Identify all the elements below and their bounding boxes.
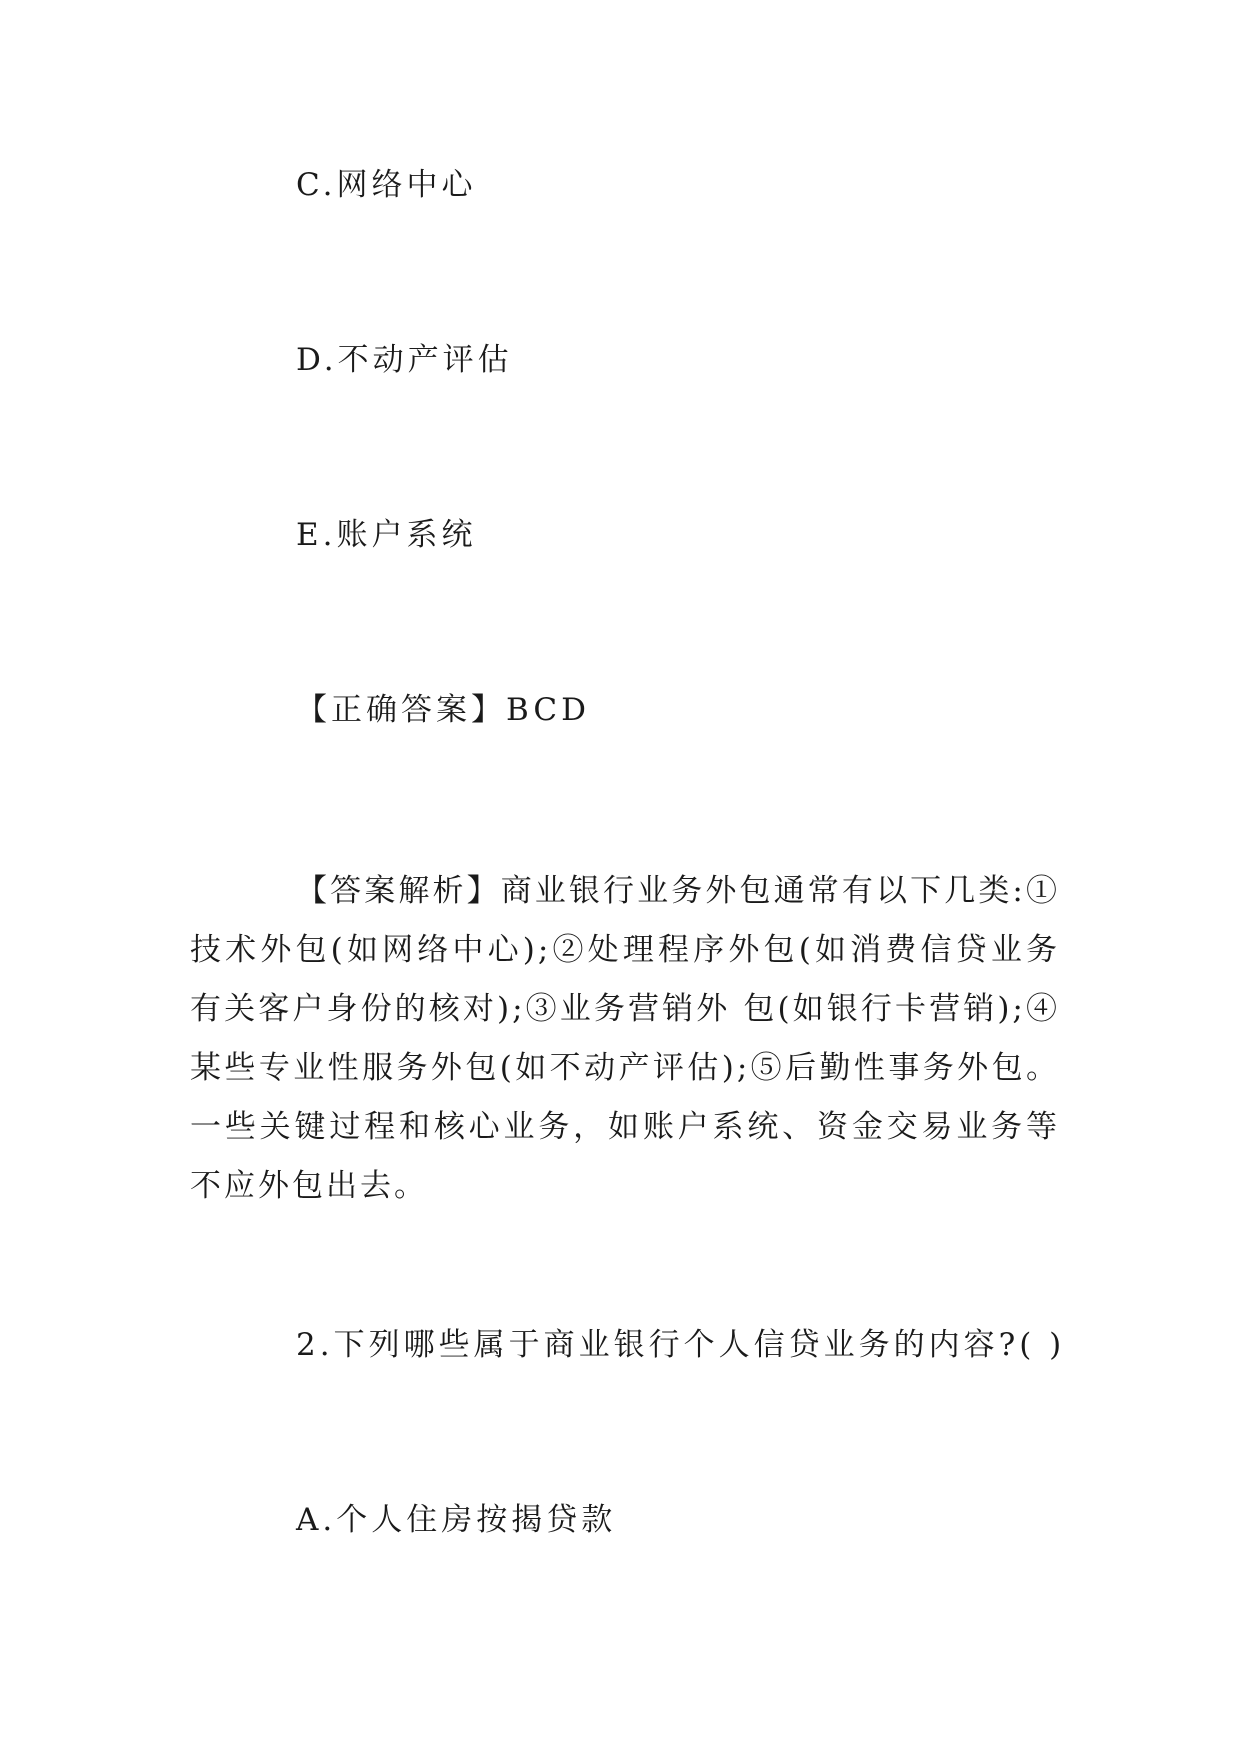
- option-e: E.账户系统: [296, 517, 477, 553]
- answer-analysis: 【答案解析】商业银行业务外包通常有以下几类:①技术外包(如网络中心);②处理程序外包(如消费信贷业务有关客户身份的核对);③业务营销外 包(如银行卡营销);④某些专业性服务外包(如不动产评估);⑤后勤性事务外包。一些关键过程和核心业务，如账户系统、资金交易业务等不应外包出去。: [190, 873, 1060, 1204]
- option-d: D.不动产评估: [296, 342, 513, 378]
- correct-answer: 【正确答案】BCD: [296, 692, 590, 728]
- question-2-stem: 2.下列哪些属于商业银行个人信贷业务的内容?( ): [296, 1327, 1066, 1363]
- question-2-option-a: A.个人住房按揭贷款: [296, 1502, 617, 1538]
- option-c: C.网络中心: [296, 167, 477, 203]
